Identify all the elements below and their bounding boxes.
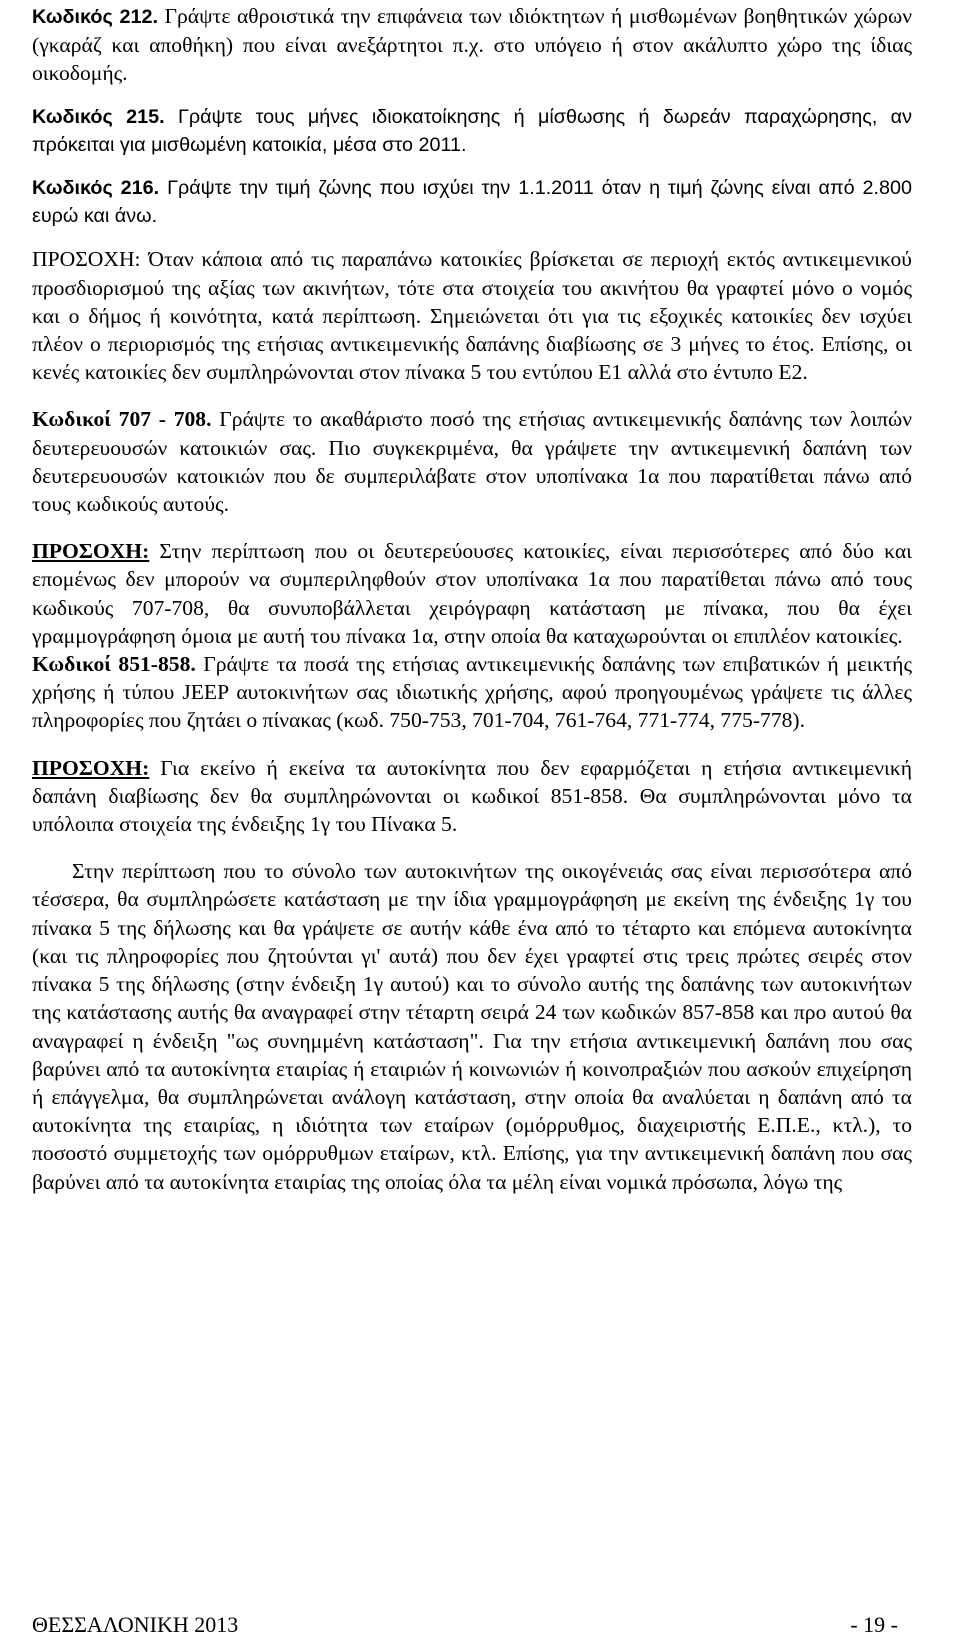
note-label: ΠΡΟΣΟΧΗ:	[32, 539, 150, 564]
paragraph-note-secondary-homes	[32, 537, 912, 650]
additional-cars-text: Στην περίπτωση που το σύνολο των αυτοκινήτων της οικογένειάς σας είναι περισσότερα από τέσσερα, θα συμπληρώσετε κατάσταση με την ίδια γραμμογράφηση με εκείνη της ένδειξης 1γ του πίνακα 5 της δήλωσης και θα γράψετε σε αυτήν κάθε ένα από το τέταρτο και επόμενα αυτοκίνητα (και τις πληροφορίες που ζητούνται γι' αυτά) που δεν έχει γραφτεί στις τρεις πρώτες σειρές στον πίνακα 5 της δήλωσης (στην ένδειξη 1γ αυτού) και το σύνολο αυτής της δαπάνης των αυτοκινήτων της κατάστασης αυτής θα αναγραφεί στην τέταρτη σειρά 24 των κωδικών 857-858 και προ αυτού θα αναγραφεί η ένδειξη "ως συνημμένη κατάσταση". Για την ετήσια αντικειμενική δαπάνη που σας βαρύνει από τα αυτοκίνητα εταιρίας ή εταιριών ή κοινωνιών ή κοινοπραξιών που ασκούν επιχείρηση ή επάγγελμα, θα συμπληρώνεται ανάλογη κατάσταση, στην οποία θα αναλύεται η δαπάνη από τα αυτοκίνητα της εταιρίας, η ιδιότητα των εταίρων (ομόρρυθμος, διαχειριστής Ε.Π.Ε., κτλ.), το ποσοστό συμμετοχής των ομόρρυθμων εταίρων, κτλ. Επίσης, για την αντικειμενική δαπάνη που σας βαρύνει από τα αυτοκίνητα εταιρίας της οποίας όλα τα μέλη είναι νομικά πρόσωπα, λόγω της	[32, 859, 912, 1194]
note-label: ΠΡΟΣΟΧΗ:	[32, 755, 150, 780]
paragraph-additional-cars	[32, 857, 912, 1195]
note-text: Στην περίπτωση που οι δευτερεύουσες κατοικίες, είναι περισσότερες από δύο και επομένως δεν μπορούν να συμπεριληφθούν στον υποπίνακα 1α που παρατίθεται πάνω από τους κωδικούς 707-708, θα συνυποβάλλεται χειρόγραφη κατάσταση με πίνακα, που θα έχει γραμμογράφηση όμοια με αυτή του πίνακα 1α, στην οποία θα καταχωρούνται οι επιπλέον κατοικίες.	[32, 539, 912, 648]
paragraph-note-properties	[32, 245, 912, 386]
paragraph-note-cars	[32, 754, 912, 839]
code-851-858-label: Κωδικοί 851-858.	[32, 652, 196, 677]
code-216-text: Γράψτε την τιμή ζώνης που ισχύει την 1.1.2011 όταν η τιμή ζώνης είναι από 2.800 ευρώ και άνω.	[32, 177, 912, 228]
code-212-text: Γράψτε αθροιστικά την επιφάνεια των ιδιόκτητων ή μισθωμένων βοηθητικών χώρων (γκαράζ και αποθήκη) που είναι ανεξάρτητοι π.χ. στο υπόγειο ή στον ακάλυπτο χώρο της ίδιας οικοδομής.	[32, 4, 912, 86]
code-707-708-label: Κωδικοί 707 - 708.	[32, 407, 212, 432]
note-text: Όταν κάποια από τις παραπάνω κατοικίες βρίσκεται σε περιοχή εκτός αντικειμενικού προσδιορισμού της αξίας των ακινήτων, τότε στα στοιχεία του ακινήτου θα γραφτεί μόνο ο νομός και ο δήμος ή κοινότητα, κατά περίπτωση. Σημειώνεται ότι για τις εξοχικές κατοικίες δεν ισχύει πλέον ο περιορισμός της ετήσιας αντικειμενικής δαπάνης διαβίωσης σε 3 μήνες το έτος. Επίσης, οι κενές κατοικίες δεν συμπληρώνονται στον πίνακα 5 του εντύπου Ε1 αλλά στο έντυπο Ε2.	[32, 247, 912, 385]
paragraph-code-215	[32, 103, 912, 159]
code-215-label: Κωδικός 215.	[32, 105, 165, 128]
paragraph-code-216	[32, 174, 912, 230]
footer-location-year: ΘΕΣΣΑΛΟΝΙΚΗ 2013	[32, 1612, 239, 1637]
paragraph-code-851-858	[32, 650, 912, 735]
code-215-text: Γράψτε τους μήνες ιδιοκατοίκησης ή μίσθωσης ή δωρεάν παραχώρησης, αν πρόκειται για μισθωμένη κατοικία, μέσα στο 2011.	[32, 105, 912, 156]
code-216-label: Κωδικός 216.	[32, 177, 160, 200]
document-body	[32, 2, 912, 1196]
code-212-label: Κωδικός 212.	[32, 6, 158, 28]
paragraph-code-212	[32, 2, 912, 88]
paragraph-code-707-708	[32, 405, 912, 518]
code-707-708-text: Γράψτε το ακαθάριστο ποσό της ετήσιας αντικειμενικής δαπάνης των λοιπών δευτερευουσών κατοικιών σας. Πιο συγκεκριμένα, θα γράψετε την αντικειμενική δαπάνη των δευτερευουσών κατοικιών που δε συμπεριλάβατε στον υποπίνακα 1α που παρατίθεται πάνω από τους κωδικούς αυτούς.	[32, 407, 912, 517]
page-number: - 19 -	[850, 1612, 898, 1637]
code-851-858-text: Γράψτε τα ποσά της ετήσιας αντικειμενικής δαπάνης των επιβατικών ή μεικτής χρήσης ή τύπου JEEP αυτοκινήτων σας ιδιωτικής χρήσης, αφού προηγουμένως γράψετε τις άλλες πληροφορίες που ζητάει ο πίνακας (κωδ. 750-753, 701-704, 761-764, 771-774, 775-778).	[32, 652, 912, 733]
note-text: Για εκείνο ή εκείνα τα αυτοκίνητα που δεν εφαρμόζεται η ετήσια αντικειμενική δαπάνη διαβίωσης δεν θα συμπληρώνονται οι κωδικοί 851-858. Θα συμπληρώνονται μόνο τα υπόλοιπα στοιχεία της ένδειξης 1γ του Πίνακα 5.	[32, 755, 912, 837]
note-label: ΠΡΟΣΟΧΗ:	[32, 247, 141, 272]
